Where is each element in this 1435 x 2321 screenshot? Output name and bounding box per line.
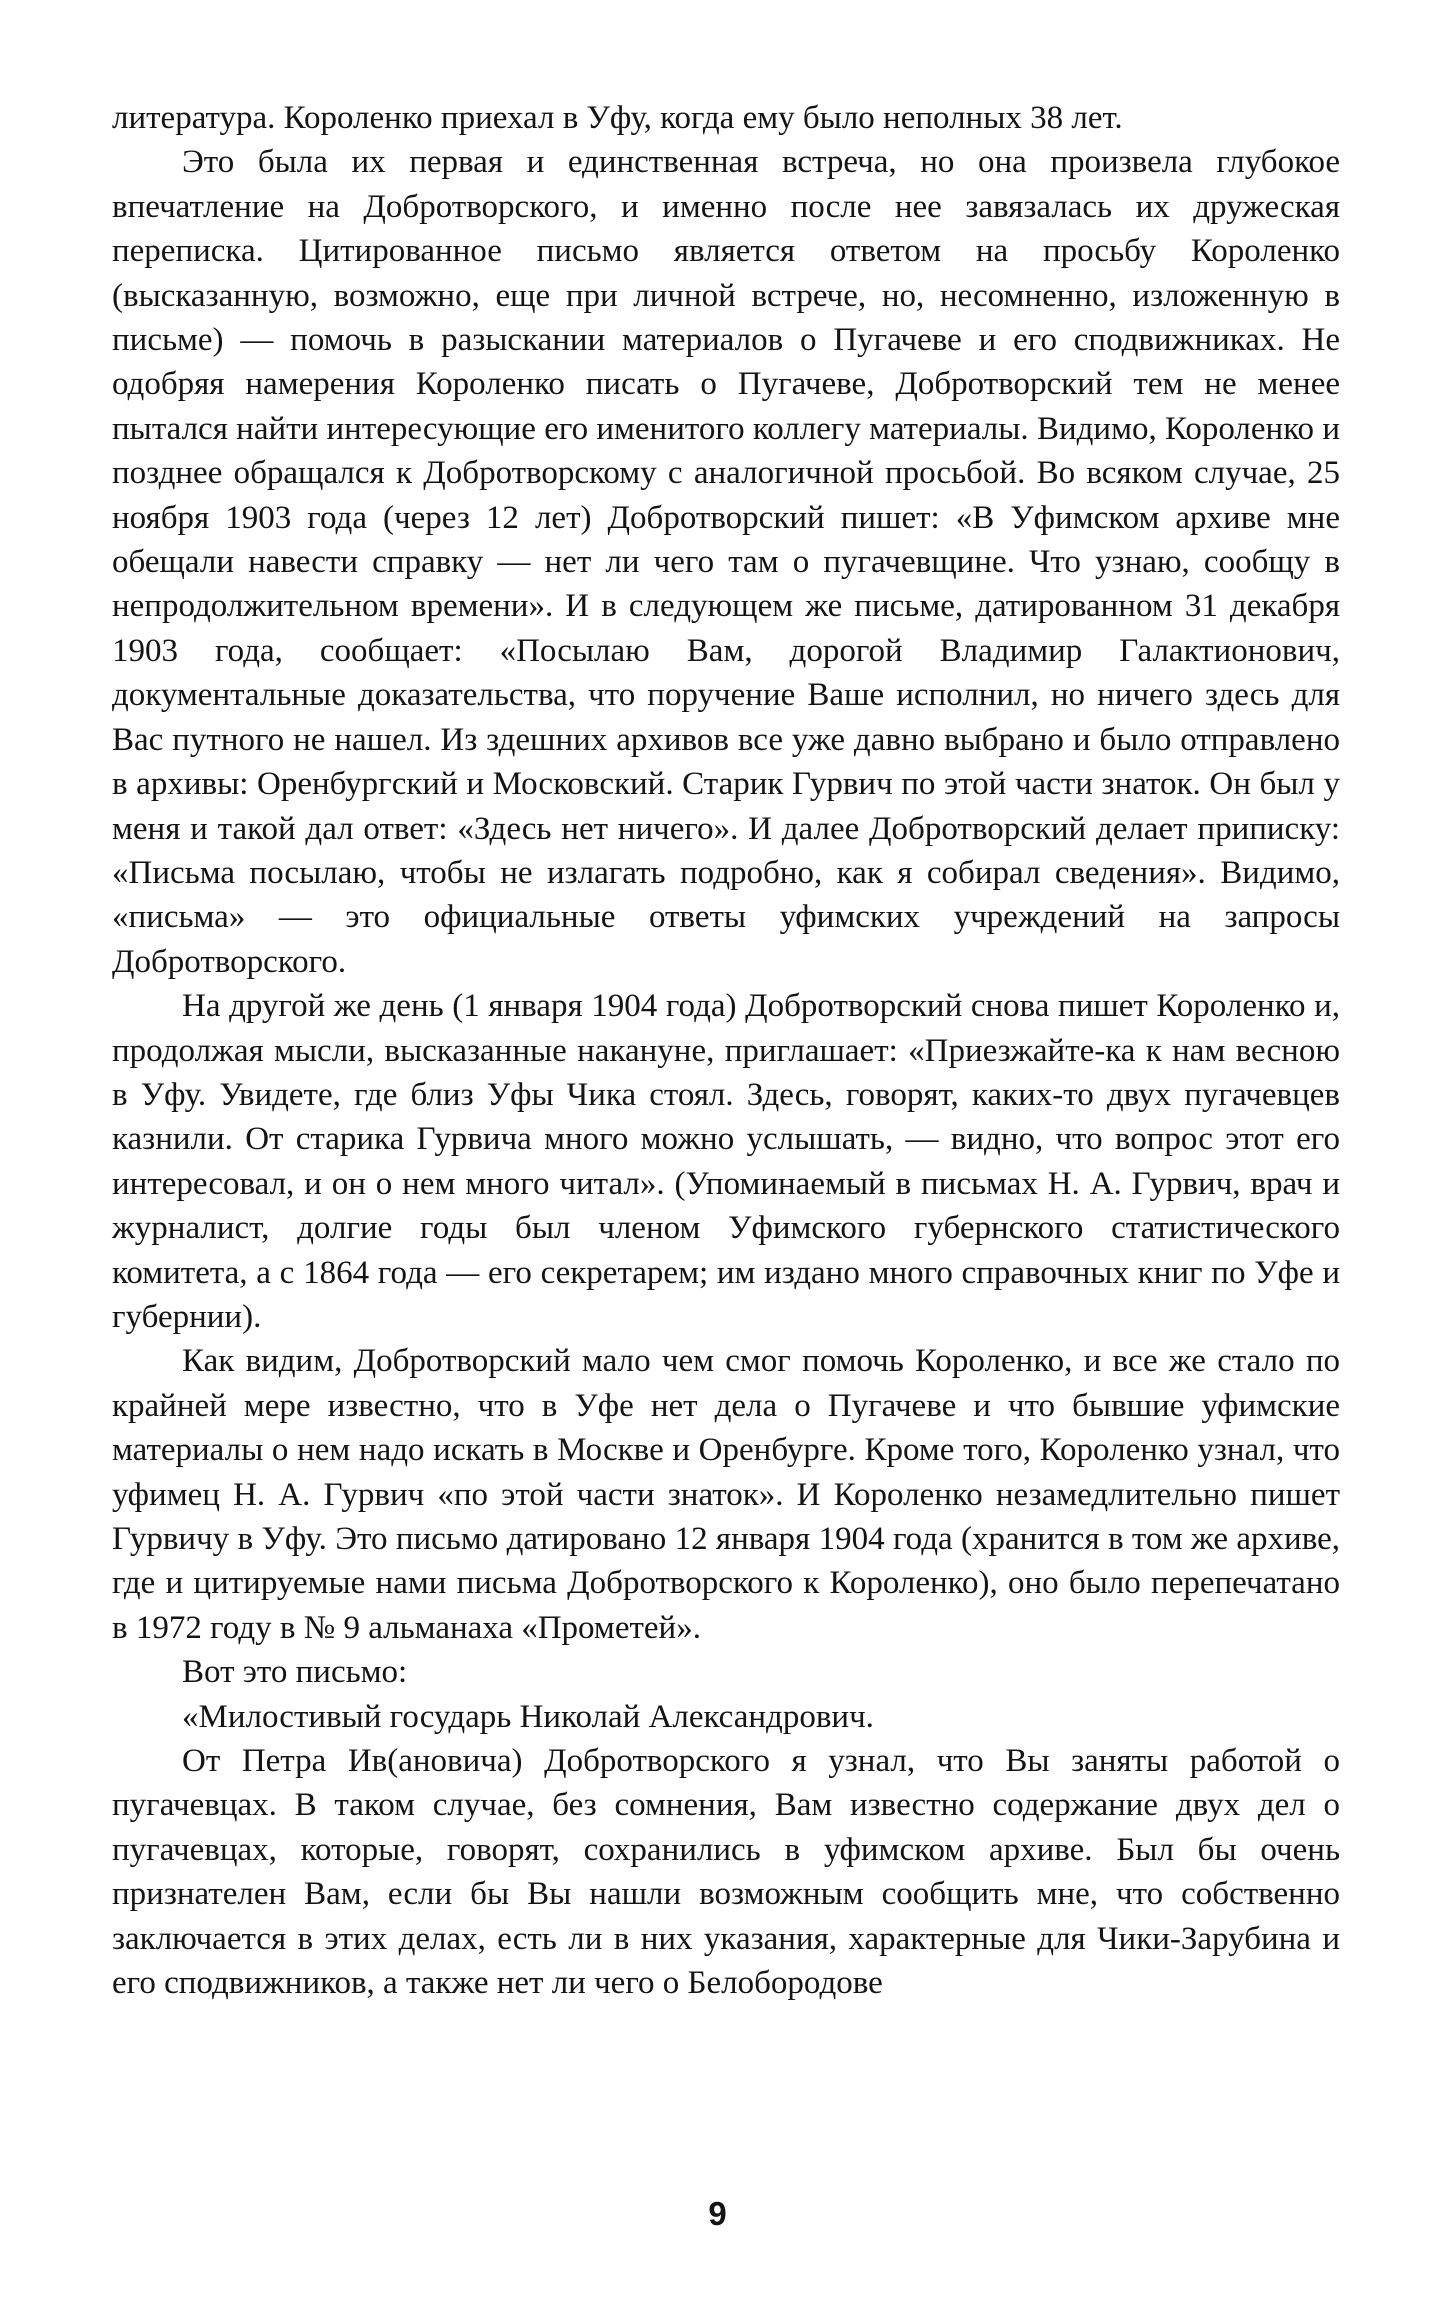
paragraph: На другой же день (1 января 1904 года) Добротворский снова пишет Короленко и, продолжая мысли, высказанные накануне, приглашает: «Приезжайте-ка к нам весною в Уфу. Увидете, где близ Уфы Чика стоял. Здесь, говорят, каких-то двух пугачевцев казнили. От старика Гурвича много можно услышать, — видно, что вопрос этот его интересовал, и он о нем много читал». (Упоминаемый в письмах Н. А. Гурвич, врач и журналист, долгие годы был членом Уфимского губернского статистического комитета, а с 1864 года — его секретарем; им издано много справочных книг по Уфе и губернии). [112, 988, 1340, 1335]
paragraph: Вот это письмо: [182, 1654, 408, 1691]
paragraph: От Петра Ив(ановича) Добротворского я узнал, что Вы заняты работой о пугачевцах. В таком случае, без сомнения, Вам известно содержание двух дел о пугачевцах, которые, говорят, сохранились в уфимском архиве. Был бы очень признателен Вам, если бы Вы нашли возможным сообщить мне, что собственно заключается в этих делах, есть ли в них указания, характерные для Чики-Зарубина и его сподвижников, а также нет ли чего о Белобородове [112, 1743, 1340, 2002]
paragraph: Как видим, Добротворский мало чем смог помочь Короленко, и все же стало по крайней мере известно, что в Уфе нет дела о Пугачеве и что бывшие уфимские материалы о нем надо искать в Москве и Оренбурге. Кроме того, Короленко узнал, что уфимец Н. А. Гурвич «по этой части знаток». И Короленко незамедлительно пишет Гурвичу в Уфу. Это письмо датировано 12 января 1904 года (хранится в том же архиве, где и цитируемые нами письма Добротворского к Короленко), оно было перепечатано в 1972 году в № 9 альманаха «Прометей». [112, 1343, 1340, 1646]
page-number: 9 [708, 2195, 727, 2232]
paragraph-continuation: литература. Короленко приехал в Уфу, когда ему было неполных 38 лет. [112, 100, 1123, 136]
document-body [112, 96, 1340, 2005]
paragraph: Это была их первая и единственная встреча, но она произвела глубокое впечатление на Добротворского, и именно после нее завязалась их дружеская переписка. Цитированное письмо является ответом на просьбу Короленко (высказанную, возможно, еще при личной встрече, но, несомненно, изложенную в письме) — помочь в разыскании материалов о Пугачеве и его сподвижниках. Не одобряя намерения Короленко писать о Пугачеве, Добротворский тем не менее пытался найти интересующие его именитого коллегу материалы. Видимо, Короленко и позднее обращался к Добротворскому с аналогичной просьбой. Во всяком случае, 25 ноября 1903 года (через 12 лет) Добротворский пишет: «В Уфимском архиве мне обещали навести справку — нет ли чего там о пугачевщине. Что узнаю, сообщу в непродолжительном времени». И в следующем же письме, датированном 31 декабря 1903 года, сообщает: «Посылаю Вам, дорогой Владимир Галактионович, документальные доказательства, что поручение Ваше исполнил, но ничего здесь для Вас путного не нашел. Из здешних архивов все уже давно выбрано и было отправлено в архивы: Оренбургский и Московский. Старик Гурвич по этой части знаток. Он был у меня и такой дал ответ: «Здесь нет ничего». И далее Добротворский делает приписку: «Письма посылаю, чтобы не излагать подробно, как я собирал сведения». Видимо, «письма» — это официальные ответы уфимских учреждений на запросы Добротворского. [112, 144, 1340, 980]
letter-salutation: «Милостивый государь Николай Александрович. [182, 1698, 874, 1735]
